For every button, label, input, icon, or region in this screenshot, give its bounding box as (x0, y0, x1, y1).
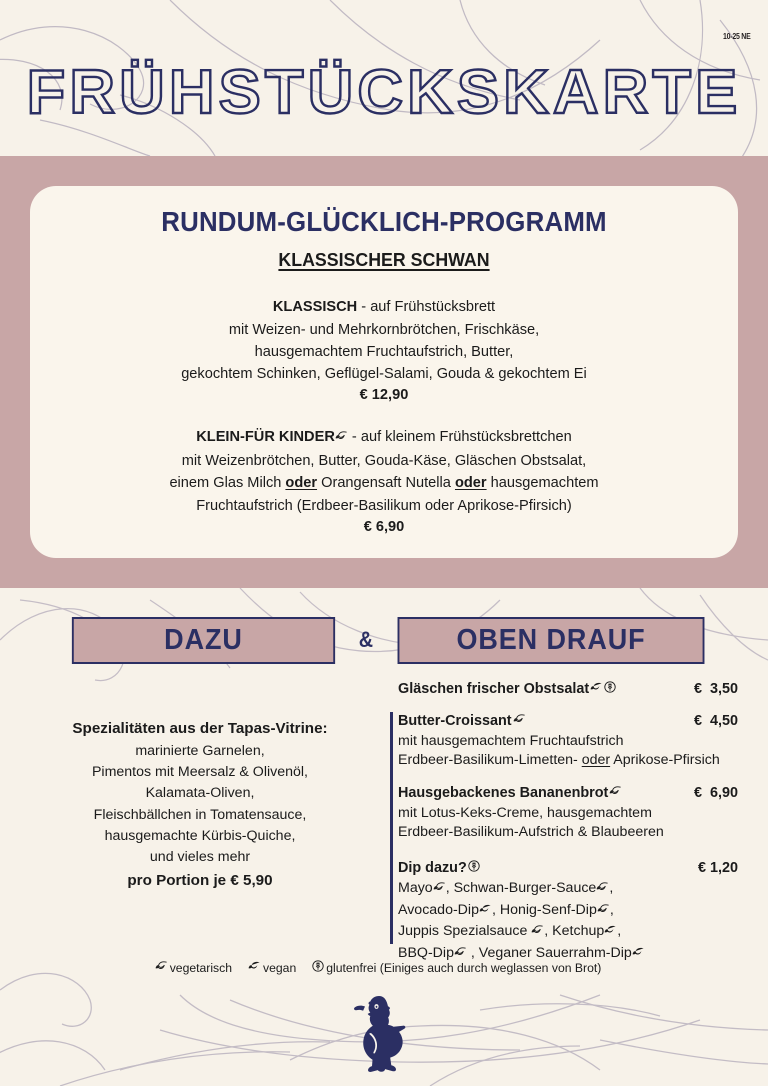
vegetarian-leaf-icon (596, 879, 609, 900)
tapas-item: Pimentos mit Meersalz & Olivenöl, (91, 764, 309, 781)
tapas-item: Kalamata-Oliven, (145, 785, 255, 802)
menu-item-dip (398, 859, 738, 965)
gluten-free-icon (468, 859, 480, 878)
dip-sep: , (609, 880, 614, 897)
page-title: FRÜHSTÜCKSKARTE (26, 58, 742, 127)
menu-item-name: Hausgebackenes Bananenbrot (398, 785, 609, 802)
gluten-free-icon (604, 680, 616, 699)
menu-item (398, 680, 738, 699)
program-subtitle: KLASSISCHER SCHWAN (278, 248, 490, 270)
dip-name: BBQ-Dip (398, 944, 454, 961)
offer-line: mit Weizenbrötchen, Butter, Gouda-Käse, Gläschen Obstsalat, (181, 453, 587, 470)
gluten-free-icon (312, 960, 324, 975)
menu-item (398, 712, 738, 771)
offer-heading (60, 427, 708, 450)
dip-name: Juppis Spezialsauce (398, 923, 532, 940)
menu-item-price: € 3,50 (693, 681, 738, 697)
vegetarian-leaf-icon (335, 428, 348, 450)
swan-duck-logo (346, 990, 422, 1083)
offer-klein-fuer-kinder (60, 427, 708, 534)
vegetarian-leaf-icon (155, 961, 168, 975)
banner-dazu: DAZU (71, 617, 334, 664)
tapas-item: hausgemachte Kürbis-Quiche, (104, 827, 296, 844)
menu-item (398, 784, 738, 843)
oben-drauf-column (398, 680, 738, 978)
menu-item-desc: mit Lotus-Keks-Creme, hausgemachtem (398, 804, 652, 821)
menu-item-price: € 6,90 (693, 785, 738, 802)
dip-sep: , (617, 923, 622, 940)
menu-item-name: Dip dazu? (398, 859, 467, 876)
menu-item-name-group (398, 712, 526, 731)
vegetarian-leaf-icon (531, 922, 544, 943)
offer-price: € 12,90 (359, 387, 409, 404)
dip-name: Avocado-Dip (398, 901, 479, 918)
vegetarian-leaf-icon (513, 712, 526, 731)
offer-line: mit Weizen- und Mehrkornbrötchen, Frischkäse, (228, 321, 540, 338)
offer-head-rest: - auf kleinem Frühstücksbrettchen (347, 429, 572, 446)
offer-line: gekochtem Schinken, Geflügel-Salami, Gouda & gekochtem Ei (181, 366, 587, 383)
dip-line (398, 878, 738, 900)
vegan-leaf-icon (590, 680, 603, 699)
offer-name: KLASSISCH (272, 298, 358, 315)
legend-label: glutenfrei (Einiges auch durch weglassen von Brot) (326, 960, 602, 975)
dip-line (398, 921, 738, 943)
legend-entry-vegan (248, 961, 296, 975)
dip-name: , Ketchup (544, 923, 605, 940)
menu-item-desc: mit hausgemachtem Fruchtaufstrich (398, 732, 624, 749)
tapas-title: Spezialitäten aus der Tapas-Vitrine: (72, 720, 328, 737)
menu-item-head (398, 712, 738, 731)
menu-columns (0, 680, 768, 961)
vegetarian-leaf-icon (433, 879, 446, 900)
dip-name: , Schwan-Burger-Sauce (445, 880, 597, 897)
menu-item-price: € 4,50 (693, 713, 738, 730)
tapas-item: marinierte Garnelen, (135, 742, 265, 759)
section-banner-row (0, 615, 768, 665)
menu-item-name: Gläschen frischer Obstsalat (398, 681, 590, 697)
offer-line: hausgemachtem Fruchtaufstrich, Butter, (254, 343, 514, 360)
dip-name: , Veganer Sauerrahm-Dip (466, 944, 632, 961)
offer-line: Fruchtaufstrich (Erdbeer-Basilikum oder Aprikose-Pfirsich) (196, 497, 572, 514)
rundum-gluecklich-card (30, 186, 738, 558)
legend-entry-vegetarisch (155, 961, 232, 975)
legend-entry-glutenfrei (312, 960, 601, 975)
offer-line: einem Glas Milch oder Orangensaft Nutella oder hausgemachtem (169, 475, 599, 492)
vegetarian-leaf-icon (609, 784, 622, 803)
offer-price: € 6,90 (363, 518, 405, 535)
program-title: RUNDUM-GLÜCKLICH-PROGRAMM (161, 206, 607, 237)
vegan-leaf-icon (604, 922, 617, 943)
corner-code: 10-25 NE (723, 31, 751, 41)
ampersand: & (358, 627, 373, 652)
vegan-leaf-icon (248, 961, 261, 975)
menu-item-name-group (398, 680, 616, 699)
menu-item-name: Butter-Croissant (398, 713, 512, 730)
offer-head-rest: - auf Frühstücksbrett (357, 298, 496, 315)
legend-label: vegetarisch (169, 960, 233, 975)
offer-name: KLEIN-FÜR KINDER (196, 429, 335, 446)
vegetarian-leaf-icon (597, 901, 610, 922)
dip-name: Mayo (398, 880, 433, 897)
tapas-item: Fleischbällchen in Tomatensauce, (93, 806, 307, 823)
menu-item-head (398, 859, 738, 878)
column-divider (390, 712, 393, 944)
menu-item-name-group (398, 784, 622, 803)
offer-heading (60, 297, 708, 319)
banner-oben-drauf: OBEN DRAUF (398, 617, 705, 664)
page-header (0, 0, 768, 156)
menu-item-price: € 1,20 (697, 859, 738, 876)
menu-item-desc: Erdbeer-Basilikum-Limetten- oder Aprikose-Pfirsich (398, 752, 720, 769)
legend-label: vegan (263, 960, 297, 975)
dip-name: , Honig-Senf-Dip (491, 901, 597, 918)
dip-sep: , (609, 901, 614, 918)
offer-klassisch (60, 297, 708, 403)
allergen-legend (0, 960, 768, 975)
menu-item-head (398, 784, 738, 803)
tapas-item: und vieles mehr (149, 849, 251, 866)
menu-item-desc: Erdbeer-Basilikum-Aufstrich & Blaubeeren (398, 824, 664, 841)
tapas-price: pro Portion je € 5,90 (127, 871, 273, 889)
menu-item-head (398, 680, 738, 699)
vegan-leaf-icon (479, 901, 492, 922)
dip-line (398, 900, 738, 922)
dazu-column (30, 718, 370, 889)
menu-item-name-group (398, 859, 480, 878)
